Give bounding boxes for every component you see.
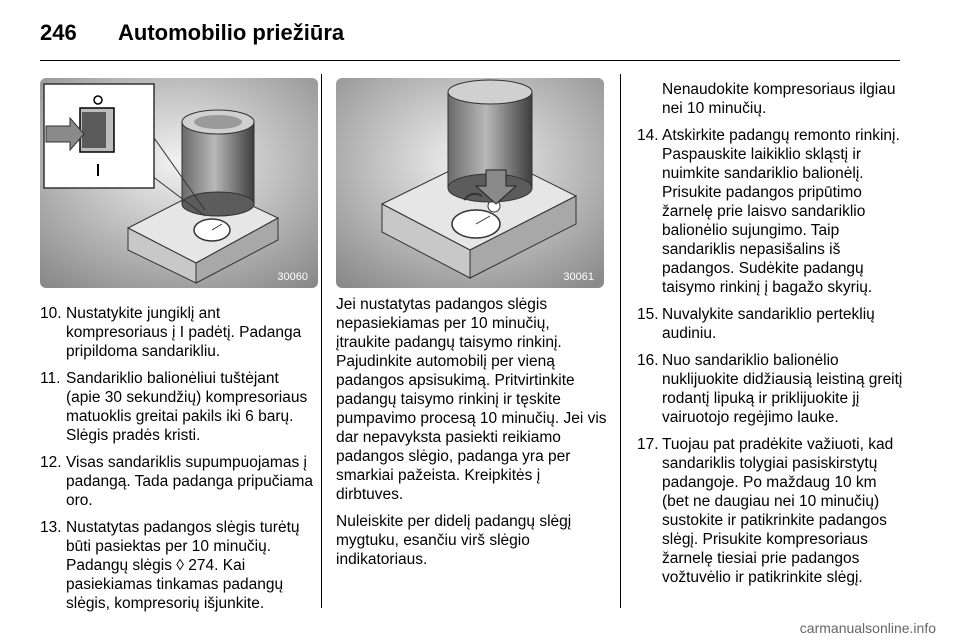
list-item xyxy=(637,435,905,587)
page-number: 246 xyxy=(40,20,77,45)
step-text: Sandariklio balionėliui tuštėjant (apie 30 sekundžių) kompresoriaus matuoklis greitai pakils iki 6 barų. Slėgis pradės kristi. xyxy=(66,370,308,444)
column-1 xyxy=(40,304,316,621)
step-number: 15. xyxy=(637,306,659,323)
watermark: carmanualsonline.info xyxy=(799,620,936,636)
step-text: Nuvalykite sandariklio perteklių audiniu. xyxy=(662,306,875,342)
step-text: Tuojau pat pradėkite važiuoti, kad sandariklis tolygiai pasiskirstytų padangoje. Po maždaug 10 km (bet ne daugiau nei 10 minučių) sustokite ir patikrinkite padangos slėgį. Prisukite kompresoriaus žarnelę tiesiai prie padangos vožtuvėlio ir patikrinkite slėgį. xyxy=(662,436,894,586)
figure-number: 30060 xyxy=(277,271,308,283)
page-title: Automobilio priežiūra xyxy=(118,20,345,45)
step-number: 10. xyxy=(40,305,62,322)
step-number: 16. xyxy=(637,352,659,369)
step-number: 12. xyxy=(40,454,62,471)
step-text: Nustatytas padangos slėgis turėtų būti pasiektas per 10 minučių. Padangų slėgis ◊ 274. Kai pasiekiamas tinkamas padangų slėgis, kompresorių išjunkite. xyxy=(66,519,300,612)
list-item xyxy=(40,304,316,361)
step-number: 17. xyxy=(637,436,659,453)
list-item xyxy=(637,351,905,427)
list-item xyxy=(40,453,316,510)
step-number: 13. xyxy=(40,519,62,536)
step-text: Atskirkite padangų remonto rinkinį. Paspauskite laikiklio skląstį ir nuimkite sandariklio balionėlį. Prisukite padangos pripūtimo žarnelę prie laisvo sandariklio balionėlio sujungimo. Taip sandariklis nepasišalins iš padangos. Sudėkite padangų taisymo rinkinį į bagažo skyrių. xyxy=(662,127,900,296)
step-text: Nuo sandariklio balionėlio nuklijuokite didžiausią leistiną greitį rodantį lipuką ir priklijuokite jį vairuotojo regėjimo lauke. xyxy=(662,352,903,426)
figure-compressor-switch xyxy=(40,78,318,288)
list-item xyxy=(637,305,905,343)
step-number: 11. xyxy=(40,370,61,387)
paragraph: Jei nustatytas padangos slėgis nepasiekiamas per 10 minučių, įtraukite padangų taisymo rinkinį. Pajudinkite automobilį per vieną padangos apsisukimą. Pritvirtinkite padangų taisymo rinkinį ir tęskite pumpavimo procesą 10 minučių. Jei vis dar nepavyksta pasiekti reikiamo padangos slėgio, padanga yra per smarkiai pažeista. Kreipkitės į dirbtuves. xyxy=(336,296,607,503)
header-rule xyxy=(40,60,900,61)
column-divider-1 xyxy=(321,74,322,608)
compressor-switch-illustration-icon xyxy=(40,78,318,288)
column-2 xyxy=(336,295,608,577)
paragraph: Nuleiskite per didelį padangų slėgį mygtuku, esančiu virš slėgio indikatoriaus. xyxy=(336,513,572,568)
step-text: Nustatykite jungiklį ant kompresoriaus į I padėtį. Padanga pripildoma sandarikliu. xyxy=(66,305,302,360)
column-3 xyxy=(637,80,905,595)
step-text: Visas sandariklis supumpuojamas į padangą. Tada padanga pripučiama oro. xyxy=(66,454,314,509)
compressor-pressure-button-illustration-icon xyxy=(336,78,604,288)
figure-compressor-button xyxy=(336,78,604,288)
continuation-text: Nenaudokite kompresoriaus ilgiau nei 10 minučių. xyxy=(662,81,896,117)
column-divider-2 xyxy=(620,74,621,608)
step-number: 14. xyxy=(637,127,659,144)
figure-number: 30061 xyxy=(563,271,594,283)
list-item xyxy=(40,369,316,445)
list-item xyxy=(40,518,316,613)
list-item xyxy=(637,126,905,297)
